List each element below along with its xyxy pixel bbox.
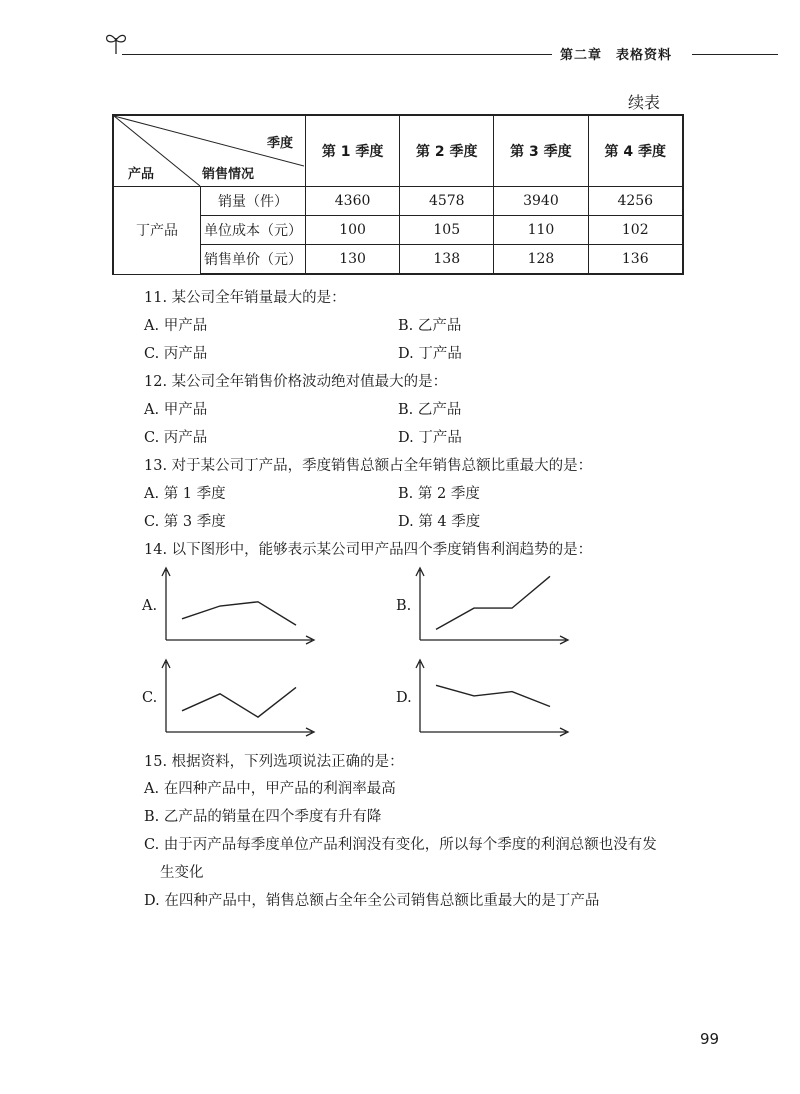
q15-option-c-line1[interactable]: C. 由于丙产品每季度单位产品利润没有变化，所以每个季度的利润总额也没有发 [144,837,657,853]
trend-line [436,685,550,706]
corner-season-label: 季度 [266,136,293,151]
corner-sales-label: 销售情况 [202,167,255,182]
table-cell: 4360 [306,187,400,216]
table-cell: 100 [306,216,400,245]
product-name-cell: 丁产品 [113,187,201,275]
q15-option-d[interactable]: D. 在四种产品中，销售总额占全年全公司销售总额比重最大的是丁产品 [144,893,600,909]
q14-graph-b[interactable] [414,566,570,646]
q13-option-c[interactable]: C. 第 3 季度 [144,514,226,530]
table-cell: 4578 [400,187,494,216]
x-axis [166,728,314,736]
corner-product-label: 产品 [128,167,155,182]
question-14-stem: 14. 以下图形中，能够表示某公司甲产品四个季度销售利润趋势的是： [144,542,593,558]
q13-option-a[interactable]: A. 第 1 季度 [144,486,226,502]
row-label: 销售单价（元） [201,245,306,275]
x-axis [420,728,568,736]
quarter-header: 第 4 季度 [588,115,683,187]
y-axis [162,660,170,732]
trend-line [436,576,550,629]
header-rule-right [692,54,778,55]
table-cell: 138 [400,245,494,275]
q12-option-c[interactable]: C. 丙产品 [144,430,208,446]
q13-option-b[interactable]: B. 第 2 季度 [398,486,480,502]
q12-option-b[interactable]: B. 乙产品 [398,402,462,418]
q14-graph-c-label: C. [142,690,158,706]
quarter-header: 第 2 季度 [400,115,494,187]
page-number: 99 [700,1030,720,1048]
q14-graph-b-label: B. [396,598,412,614]
header-rule-left [122,54,552,55]
sales-table [112,114,684,275]
table-cell: 4256 [588,187,683,216]
q12-option-d[interactable]: D. 丁产品 [398,430,462,446]
question-15-stem: 15. 根据资料，下列选项说法正确的是： [144,754,404,770]
y-axis [416,568,424,640]
table-cell: 136 [588,245,683,275]
y-axis [162,568,170,640]
trend-line [182,687,296,717]
q11-option-b[interactable]: B. 乙产品 [398,318,462,334]
q14-graph-a-label: A. [142,598,158,614]
continued-label: 续表 [628,93,661,112]
q13-option-d[interactable]: D. 第 4 季度 [398,514,481,530]
question-11-stem: 11. 某公司全年销量最大的是： [144,290,346,306]
quarter-header: 第 3 季度 [494,115,588,187]
table-cell: 128 [494,245,588,275]
table-cell: 130 [306,245,400,275]
q11-option-a[interactable]: A. 甲产品 [144,318,208,334]
table-cell: 105 [400,216,494,245]
trend-line [182,602,296,625]
table-corner-header [113,115,306,187]
q14-graph-c[interactable] [160,658,316,738]
table-cell: 102 [588,216,683,245]
quarter-header: 第 1 季度 [306,115,400,187]
q12-option-a[interactable]: A. 甲产品 [144,402,208,418]
q11-option-c[interactable]: C. 丙产品 [144,346,208,362]
q15-option-a[interactable]: A. 在四种产品中，甲产品的利润率最高 [144,781,396,797]
question-12-stem: 12. 某公司全年销售价格波动绝对值最大的是： [144,374,448,390]
table-cell: 110 [494,216,588,245]
x-axis [166,636,314,644]
table-cell: 3940 [494,187,588,216]
question-13-stem: 13. 对于某公司丁产品，季度销售总额占全年销售总额比重最大的是： [144,458,593,474]
q15-option-c-line2[interactable]: 生变化 [160,865,204,881]
q11-option-d[interactable]: D. 丁产品 [398,346,462,362]
chapter-title: 第二章 表格资料 [560,48,673,63]
y-axis [416,660,424,732]
q14-graph-a[interactable] [160,566,316,646]
q14-graph-d-label: D. [396,690,412,706]
q15-option-b[interactable]: B. 乙产品的销量在四个季度有升有降 [144,809,382,825]
x-axis [420,636,568,644]
row-label: 单位成本（元） [201,216,306,245]
row-label: 销量（件） [201,187,306,216]
sprout-icon [104,30,128,56]
q14-graph-d[interactable] [414,658,570,738]
